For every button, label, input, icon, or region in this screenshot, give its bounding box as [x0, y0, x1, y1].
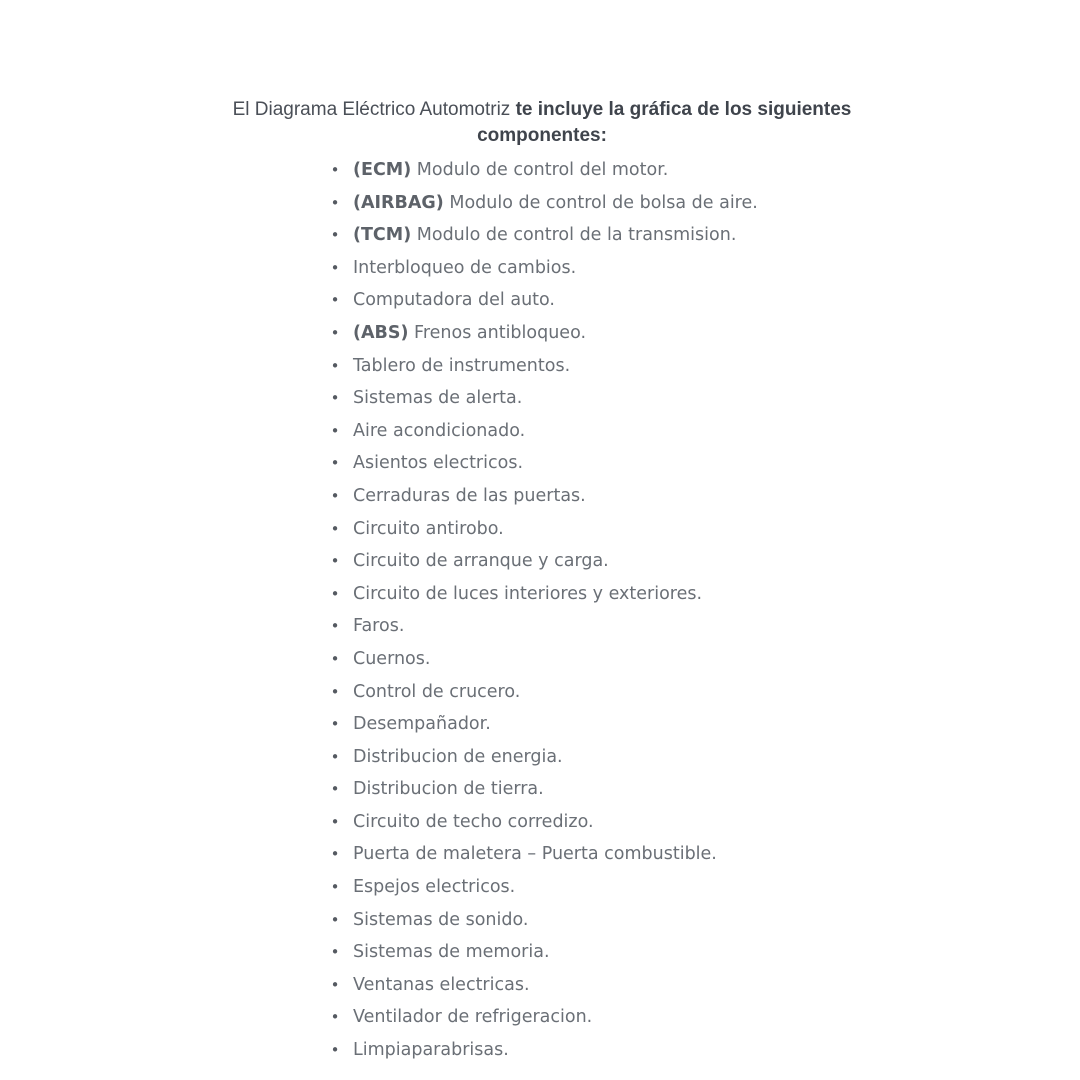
- intro-strong-text: te incluye la gráfica de los siguientes componentes:: [477, 99, 852, 146]
- list-item: [328, 838, 968, 871]
- item-text: Cuernos.: [353, 648, 431, 669]
- item-text: Desempañador.: [353, 714, 491, 735]
- list-item: [328, 708, 968, 741]
- item-text: Aire acondicionado.: [353, 420, 526, 441]
- list-item: [328, 643, 968, 676]
- list-item: [328, 187, 968, 220]
- bullet-icon: •: [330, 845, 340, 864]
- bullet-icon: •: [330, 747, 340, 766]
- list-item: [328, 447, 968, 480]
- list-item: [328, 578, 968, 611]
- item-text: Ventanas electricas.: [353, 974, 530, 995]
- item-acronym: (ECM): [353, 160, 412, 180]
- item-text: Circuito de techo corredizo.: [353, 811, 594, 832]
- bullet-icon: •: [330, 454, 340, 473]
- item-acronym: (ABS): [353, 322, 409, 343]
- bullet-icon: •: [330, 161, 340, 179]
- bullet-icon: •: [330, 323, 340, 342]
- bullet-icon: •: [330, 226, 340, 245]
- bullet-icon: •: [330, 291, 340, 310]
- bullet-icon: •: [330, 584, 340, 603]
- list-item: [328, 252, 968, 285]
- intro-paragraph: [230, 97, 854, 149]
- bullet-icon: •: [330, 389, 340, 408]
- list-item: [328, 480, 968, 513]
- bullet-icon: •: [330, 975, 340, 994]
- components-list: [328, 154, 968, 1067]
- item-text: Distribucion de energia.: [353, 746, 563, 767]
- list-item: [328, 773, 968, 806]
- bullet-icon: •: [330, 910, 340, 929]
- item-text: Modulo de control de la transmision.: [411, 225, 737, 246]
- item-text: Espejos electricos.: [353, 877, 516, 898]
- item-text: Sistemas de memoria.: [353, 942, 550, 963]
- bullet-icon: •: [330, 421, 340, 440]
- bullet-icon: •: [330, 812, 340, 831]
- list-item: [328, 936, 968, 969]
- item-text: Asientos electricos.: [353, 453, 524, 474]
- bullet-icon: •: [330, 519, 340, 538]
- bullet-icon: •: [330, 552, 340, 571]
- bullet-icon: •: [330, 715, 340, 734]
- bullet-icon: •: [330, 943, 340, 962]
- list-item: [328, 1001, 968, 1034]
- list-item: [328, 415, 968, 448]
- list-item: [328, 871, 968, 904]
- bullet-icon: •: [330, 878, 340, 897]
- list-item: [328, 904, 968, 937]
- list-item: [328, 741, 968, 774]
- bullet-icon: •: [330, 258, 340, 277]
- bullet-icon: •: [330, 486, 340, 505]
- item-text: Computadora del auto.: [353, 290, 555, 311]
- bullet-icon: •: [330, 1041, 340, 1060]
- bullet-icon: •: [330, 356, 340, 375]
- item-text: Tablero de instrumentos.: [353, 355, 571, 376]
- list-item: [328, 154, 968, 187]
- bullet-icon: •: [330, 617, 340, 636]
- item-acronym: (TCM): [353, 225, 412, 246]
- intro-lead-text: El Diagrama Eléctrico Automotriz: [232, 99, 516, 120]
- item-text: Limpiaparabrisas.: [353, 1040, 509, 1061]
- list-item: [328, 969, 968, 1002]
- item-text: Interbloqueo de cambios.: [353, 257, 577, 278]
- item-text: Circuito antirobo.: [353, 518, 504, 539]
- item-text: Faros.: [353, 616, 405, 637]
- item-acronym: (AIRBAG): [353, 192, 444, 213]
- bullet-icon: •: [330, 780, 340, 799]
- bullet-icon: •: [330, 193, 340, 212]
- item-text: Sistemas de sonido.: [353, 909, 529, 930]
- bullet-icon: •: [330, 682, 340, 701]
- item-text: Distribucion de tierra.: [353, 779, 544, 800]
- item-text: Puerta de maletera – Puerta combustible.: [353, 844, 717, 865]
- item-text: Cerraduras de las puertas.: [353, 485, 586, 506]
- item-text: Control de crucero.: [353, 681, 521, 702]
- list-item: [328, 317, 968, 350]
- list-item: [328, 284, 968, 317]
- item-text: Sistemas de alerta.: [353, 388, 523, 409]
- list-item: [328, 382, 968, 415]
- list-item: [328, 676, 968, 709]
- list-item: [328, 545, 968, 578]
- list-item: [328, 513, 968, 546]
- item-text: Circuito de arranque y carga.: [353, 551, 609, 572]
- item-text: Modulo de control del motor.: [411, 160, 669, 180]
- item-text: Frenos antibloqueo.: [408, 322, 587, 343]
- list-item: [328, 610, 968, 643]
- bullet-icon: •: [330, 1008, 340, 1027]
- item-text: Modulo de control de bolsa de aire.: [443, 192, 758, 213]
- list-item: [328, 1034, 968, 1067]
- item-text: Ventilador de refrigeracion.: [353, 1007, 593, 1028]
- list-item: [328, 806, 968, 839]
- bullet-icon: •: [330, 649, 340, 668]
- list-item: [328, 219, 968, 252]
- item-text: Circuito de luces interiores y exteriores.: [353, 583, 703, 604]
- list-item: [328, 350, 968, 383]
